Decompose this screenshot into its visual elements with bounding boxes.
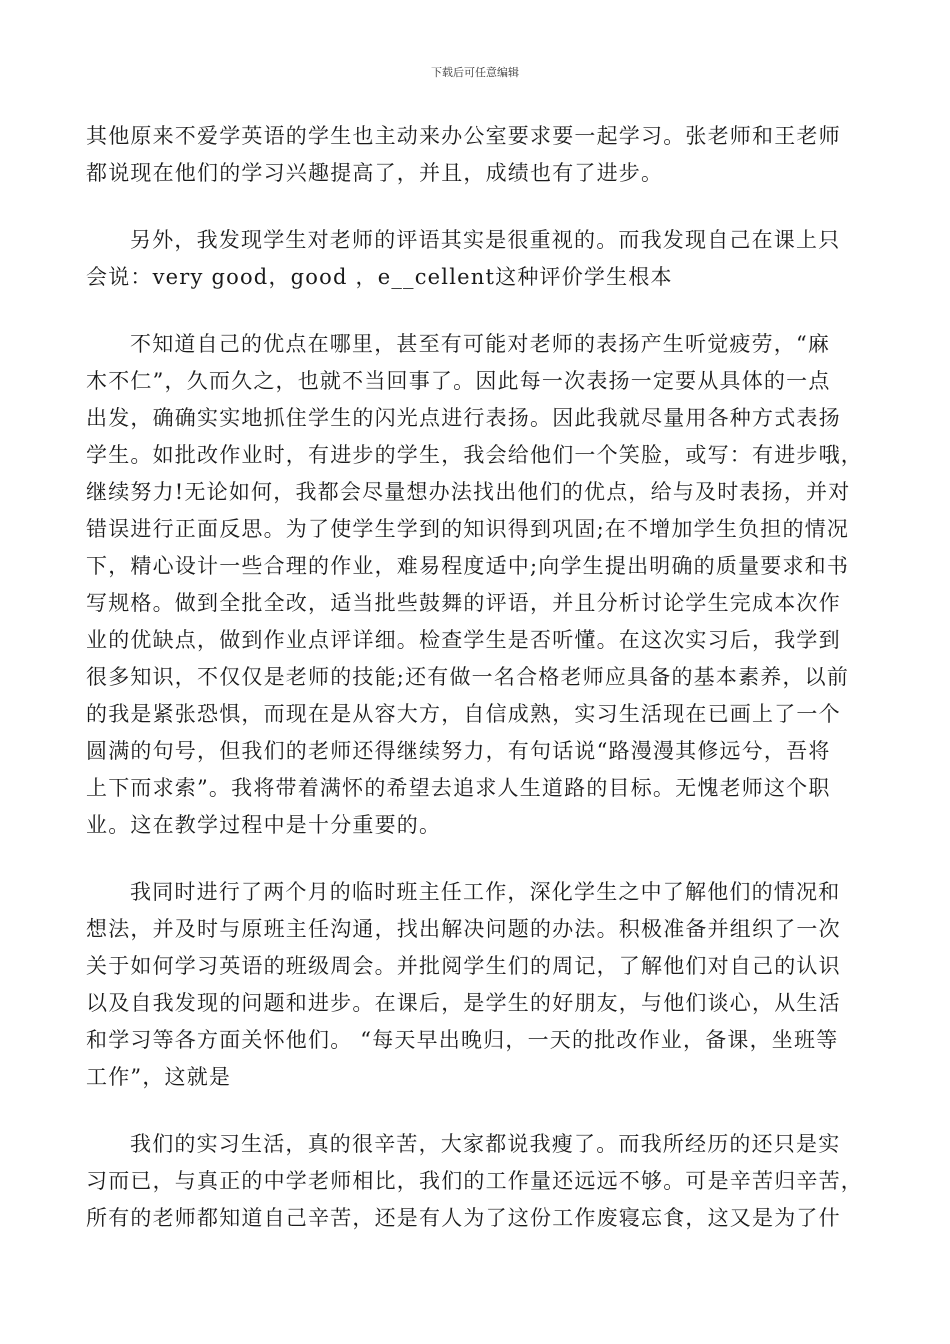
text-line: 以及自我发现的问题和进步。在课后，是学生的好朋友，与他们谈心，从生活 <box>86 991 841 1015</box>
text-line: 和学习等各方面关怀他们。 “每天早出晚归，一天的批改作业，备课，坐班等 <box>86 1028 839 1052</box>
text-line: 想法，并及时与原班主任沟通，找出解决问题的办法。积极准备并组织了一次 <box>86 917 841 941</box>
paragraph-3 <box>86 326 862 844</box>
text-line: 所有的老师都知道自己辛苦，还是有人为了这份工作废寝忘食，这又是为了什 <box>86 1206 841 1230</box>
text-line: 关于如何学习英语的班级周会。并批阅学生们的周记，了解他们对自己的认识 <box>86 954 841 978</box>
text-line: 圆满的句号，但我们的老师还得继续努力，有句话说“路漫漫其修远兮，吾将 <box>86 739 831 763</box>
text-line: 下，精心设计一些合理的作业，难易程度适中;向学生提出明确的质量要求和书 <box>86 554 850 578</box>
text-line: 出发，确确实实地抓住学生的闪光点进行表扬。因此我就尽量用各种方式表扬 <box>86 406 841 430</box>
text-line: 上下而求索”。我将带着满怀的希望去追求人生道路的目标。无愧老师这个职 <box>86 776 831 800</box>
text-line: 不知道自己的优点在哪里，甚至有可能对老师的表扬产生听觉疲劳，“麻 <box>130 332 831 356</box>
text-line: 业的优缺点，做到作业点评详细。检查学生是否听懂。在这次实习后，我学到 <box>86 628 841 652</box>
text-line: 错误进行正面反思。为了使学生学到的知识得到巩固;在不增加学生负担的情况 <box>86 517 850 541</box>
text-line: 会说：very good，good ，e__cellent这种评价学生根本 <box>86 265 673 289</box>
page-header: 下载后可任意编辑 <box>431 66 519 79</box>
text-line: 写规格。做到全批全改，适当批些鼓舞的评语，并且分析讨论学生完成本次作 <box>86 591 841 615</box>
text-line: 另外，我发现学生对老师的评语其实是很重视的。而我发现自己在课上只 <box>130 228 841 252</box>
paragraph-2 <box>86 222 862 296</box>
text-line: 工作”，这就是 <box>86 1065 232 1089</box>
text-line: 木不仁”，久而久之，也就不当回事了。因此每一次表扬一定要从具体的一点 <box>86 369 831 393</box>
paragraph-4 <box>86 874 862 1096</box>
text-line: 习而已，与真正的中学老师相比，我们的工作量还远远不够。可是辛苦归辛苦， <box>86 1169 863 1193</box>
text-line: 学生。如批改作业时，有进步的学生，我会给他们一个笑脸，或写：有进步哦， <box>86 443 863 467</box>
text-line: 业。这在教学过程中是十分重要的。 <box>86 813 442 837</box>
text-line: 都说现在他们的学习兴趣提高了，并且，成绩也有了进步。 <box>86 161 664 185</box>
text-line: 其他原来不爱学英语的学生也主动来办公室要求要一起学习。张老师和王老师 <box>86 124 841 148</box>
text-line: 我同时进行了两个月的临时班主任工作，深化学生之中了解他们的情况和 <box>130 880 841 904</box>
paragraph-5 <box>86 1126 862 1237</box>
text-line: 很多知识，不仅仅是老师的技能;还有做一名合格老师应具备的基本素养，以前 <box>86 665 850 689</box>
text-line: 继续努力!无论如何，我都会尽量想办法找出他们的优点，给与及时表扬，并对 <box>86 480 851 504</box>
document-body <box>86 118 862 1267</box>
text-line: 的我是紧张恐惧，而现在是从容大方，自信成熟，实习生活现在已画上了一个 <box>86 702 841 726</box>
text-line: 我们的实习生活，真的很辛苦，大家都说我瘦了。而我所经历的还只是实 <box>130 1132 841 1156</box>
paragraph-1 <box>86 118 862 192</box>
